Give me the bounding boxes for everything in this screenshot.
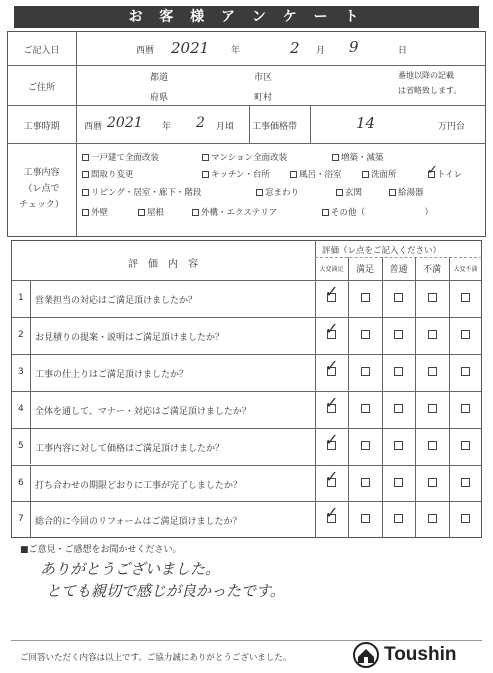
work-item-label: 屋根 xyxy=(147,208,165,218)
question-number: 7 xyxy=(18,514,24,525)
rating-column-header: 大変満足 xyxy=(319,266,344,273)
work-item-checkbox[interactable] xyxy=(332,154,339,161)
work-item-checkbox[interactable] xyxy=(82,209,89,216)
question-number: 3 xyxy=(18,366,24,377)
work-item-label: 外壁 xyxy=(91,208,109,218)
date-day: 9 xyxy=(349,38,359,56)
work-item-checkbox[interactable] xyxy=(336,189,343,196)
date-day-unit: 日 xyxy=(398,46,408,56)
rating-checkbox[interactable] xyxy=(428,514,437,523)
survey-title: お 客 様 ア ン ケ ー ト xyxy=(14,6,479,28)
work-item-checkbox[interactable] xyxy=(362,171,369,178)
rating-column-header: 普通 xyxy=(389,265,408,275)
rating-checkbox[interactable] xyxy=(428,441,437,450)
question-text: お見積りの提案・説明はご満足頂けましたか？ xyxy=(35,332,225,343)
checkmark-icon: ✓ xyxy=(325,503,339,523)
rating-checkbox[interactable] xyxy=(428,478,437,487)
work-item-checkbox[interactable] xyxy=(82,189,89,196)
comment-line-2: とても親切で感じが良かったです。 xyxy=(46,582,285,600)
rating-checkbox[interactable] xyxy=(361,514,370,523)
work-item[interactable] xyxy=(322,206,433,218)
work-item-label: 給湯器 xyxy=(398,188,424,198)
checkmark-icon: ✓ xyxy=(325,392,339,412)
work-item-checkbox[interactable] xyxy=(322,209,329,216)
work-item[interactable] xyxy=(290,168,342,180)
work-period-label: 工事時期 xyxy=(23,122,60,132)
work-item[interactable] xyxy=(362,168,397,180)
price-range-label: 工事価格帯 xyxy=(252,122,298,132)
price-range-unit: 万円台 xyxy=(438,122,466,132)
question-number: 6 xyxy=(18,477,24,488)
address-city-top: 市区 xyxy=(254,73,273,83)
rating-checkbox[interactable] xyxy=(394,367,403,376)
work-item-checkbox[interactable] xyxy=(192,209,199,216)
rating-checkbox[interactable] xyxy=(428,404,437,413)
work-item-label: キッチン・台所 xyxy=(211,170,270,180)
rating-checkbox[interactable] xyxy=(394,441,403,450)
rating-checkbox[interactable] xyxy=(461,441,470,450)
work-item-checkbox[interactable] xyxy=(427,163,438,178)
date-month-unit: 月 xyxy=(316,46,326,56)
work-item-checkbox[interactable] xyxy=(256,189,263,196)
checkmark-icon: ✓ xyxy=(325,429,339,449)
rating-checkbox[interactable] xyxy=(361,478,370,487)
work-item-label: 間取り変更 xyxy=(91,170,134,180)
rating-checkbox[interactable] xyxy=(361,367,370,376)
rating-checkbox[interactable] xyxy=(394,404,403,413)
work-item-label: 玄関 xyxy=(345,188,363,198)
checkmark-icon: ✓ xyxy=(325,282,339,301)
work-period-month: 2 xyxy=(196,115,205,131)
toushin-logo xyxy=(352,640,482,670)
work-period-month-unit: 月頃 xyxy=(216,122,235,132)
date-label: ご記入日 xyxy=(23,46,60,56)
date-era: 西暦 xyxy=(136,46,155,56)
work-item-checkbox[interactable] xyxy=(202,171,209,178)
rating-checkbox[interactable] xyxy=(461,293,470,302)
rating-checkbox[interactable] xyxy=(461,478,470,487)
rating-checkbox[interactable] xyxy=(361,330,370,339)
work-item-label: 外構・エクステリア xyxy=(201,208,278,218)
rating-checkbox[interactable] xyxy=(394,293,403,302)
work-item-label: 増築・減築 xyxy=(341,153,384,163)
rating-checkbox[interactable] xyxy=(461,367,470,376)
rating-checkbox[interactable] xyxy=(461,514,470,523)
rating-checkbox[interactable] xyxy=(394,514,403,523)
question-text: 営業担当の対応はご満足頂けましたか？ xyxy=(35,296,198,306)
work-item-checkbox[interactable] xyxy=(82,154,89,161)
checkmark-icon: ✓ xyxy=(427,163,438,178)
rating-column-header: 満足 xyxy=(355,265,374,275)
rating-checkbox[interactable] xyxy=(394,478,403,487)
work-item[interactable] xyxy=(332,151,384,163)
address-pref-top: 都道 xyxy=(150,73,169,83)
footer-thanks: ご回答いただく内容は以上です。ご協力誠にありがとうございました。 xyxy=(20,653,292,663)
work-item[interactable] xyxy=(336,186,362,198)
question-number: 4 xyxy=(18,403,24,414)
rating-checkbox[interactable] xyxy=(428,330,437,339)
work-item-checkbox[interactable] xyxy=(82,171,89,178)
work-item-label: 窓まわり xyxy=(265,188,300,198)
work-item-checkbox[interactable] xyxy=(202,154,209,161)
work-item[interactable] xyxy=(138,206,164,218)
checkmark-icon: ✓ xyxy=(325,355,339,375)
rating-checkbox[interactable] xyxy=(428,367,437,376)
rating-checkbox[interactable] xyxy=(361,404,370,413)
price-range-value: 14 xyxy=(356,114,376,132)
checkmark-icon: ✓ xyxy=(325,466,339,486)
work-content-label-3: チェック） xyxy=(19,200,64,210)
work-item[interactable] xyxy=(202,151,287,163)
work-item-label: トイレ xyxy=(437,170,463,180)
date-year-unit: 年 xyxy=(231,46,241,56)
rating-column-header: 大変不満 xyxy=(453,266,478,273)
checkmark-icon: ✓ xyxy=(325,318,339,338)
work-item[interactable] xyxy=(82,151,159,163)
address-label: ご住所 xyxy=(27,83,55,93)
rating-column-header: 不満 xyxy=(422,265,441,275)
work-item-label: 一戸建て全面改装 xyxy=(91,153,160,163)
date-year: 2021 xyxy=(171,39,210,57)
question-number: 5 xyxy=(18,440,24,451)
rating-checkbox[interactable] xyxy=(461,330,470,339)
address-pref-bottom: 府県 xyxy=(150,93,169,103)
house-logo-icon xyxy=(352,642,380,668)
work-item-label: その他（ ） xyxy=(331,208,434,218)
rating-checkbox[interactable] xyxy=(428,293,437,302)
work-item-checkbox[interactable] xyxy=(290,171,297,178)
work-item[interactable] xyxy=(82,186,201,198)
work-period-year: 2021 xyxy=(107,115,143,131)
work-content-label-1: 工事内容 xyxy=(23,168,60,178)
work-period-year-unit: 年 xyxy=(162,122,172,132)
evaluation-table xyxy=(11,240,482,538)
work-item[interactable] xyxy=(256,186,299,198)
address-note-line1: 番地以降の記載 xyxy=(398,71,454,80)
work-item[interactable] xyxy=(427,163,463,180)
question-number: 1 xyxy=(18,293,24,303)
question-number: 2 xyxy=(18,329,24,340)
rating-checkbox[interactable] xyxy=(361,293,370,302)
question-text: 工事内容に対して価格はご満足頂けましたか？ xyxy=(35,443,225,454)
work-item[interactable] xyxy=(82,206,108,218)
rating-checkbox[interactable] xyxy=(361,441,370,450)
work-item[interactable] xyxy=(202,168,270,180)
work-item[interactable] xyxy=(192,206,277,218)
rating-checkbox[interactable] xyxy=(461,404,470,413)
work-item[interactable] xyxy=(389,186,424,198)
address-city-bottom: 町村 xyxy=(254,93,273,103)
question-text: 全体を通して、マナー・対応はご満足頂けましたか？ xyxy=(35,406,251,417)
rating-header: 評価（レ点をご記入ください） xyxy=(322,246,442,256)
rating-checkbox[interactable] xyxy=(394,330,403,339)
address-note-line2: は省略致します。 xyxy=(398,86,462,95)
question-text: 総合的に今回のリフォームはご満足頂けましたか？ xyxy=(35,517,242,528)
work-item-label: 洗面所 xyxy=(371,170,397,180)
work-item-label: 風呂・浴室 xyxy=(299,170,342,180)
work-item-label: マンション全面改装 xyxy=(211,153,288,163)
brand-name: Toushin xyxy=(384,644,457,665)
work-item[interactable] xyxy=(82,168,134,180)
question-text: 打ち合わせの期限どおりに工事が完了しましたか？ xyxy=(35,480,243,491)
question-text: 工事の仕上りはご満足頂けましたか？ xyxy=(35,369,189,380)
comments-label: ■ご意見・ご感想をお聞かせください。 xyxy=(20,545,182,555)
evaluation-header: 評 価 内 容 xyxy=(128,259,198,270)
comment-line-1: ありがとうございました。 xyxy=(40,560,221,578)
work-item-label: リビング・居室・廊下・階段 xyxy=(91,188,202,198)
work-item-checkbox[interactable] xyxy=(389,189,396,196)
work-period-era: 西暦 xyxy=(84,122,103,132)
work-item-checkbox[interactable] xyxy=(138,209,145,216)
date-month: 2 xyxy=(290,39,300,57)
work-content-label-2: （レ点で xyxy=(23,184,60,194)
